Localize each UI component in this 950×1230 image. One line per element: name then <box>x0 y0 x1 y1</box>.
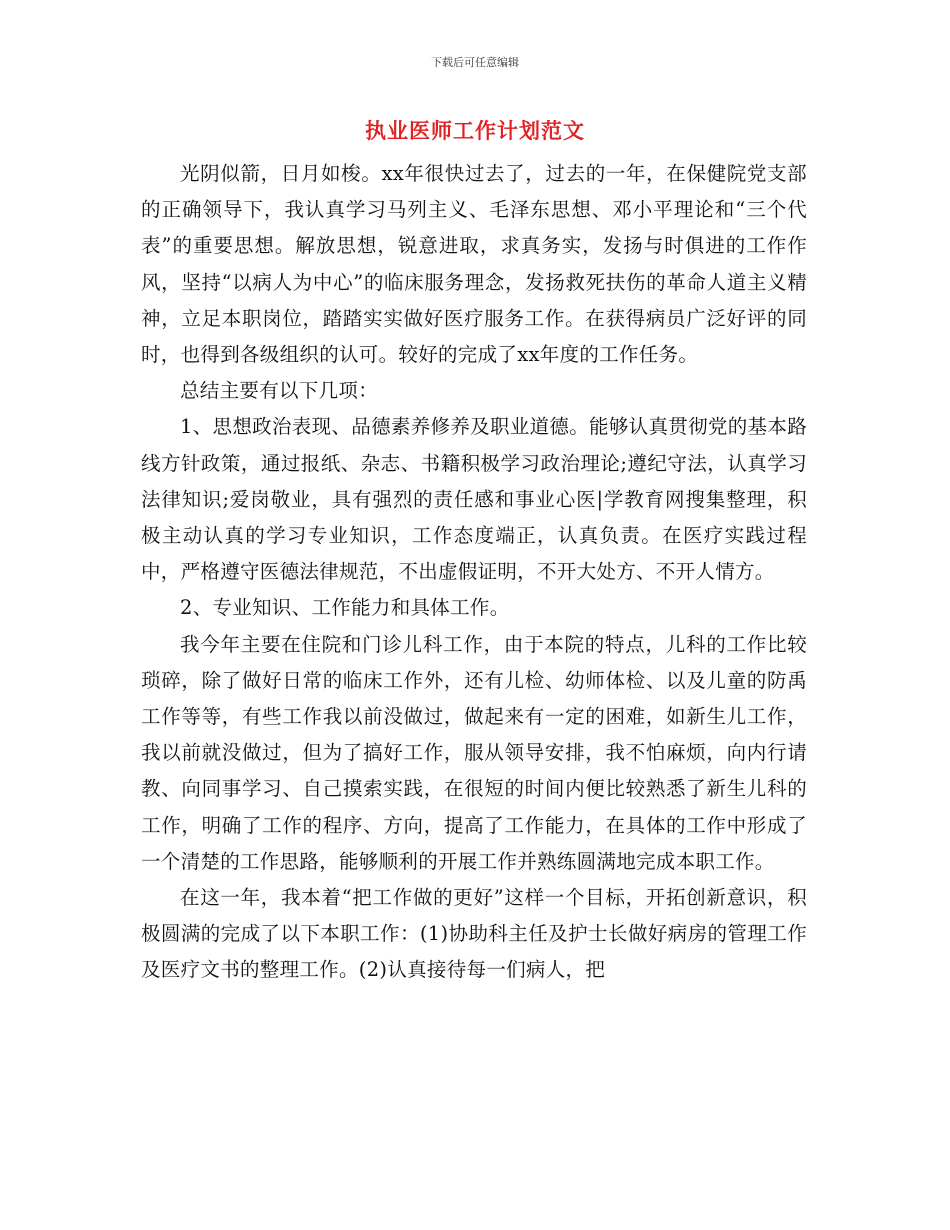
header-note: 下载后可任意编辑 <box>431 56 519 69</box>
document-body <box>141 156 807 989</box>
document-title: 执业医师工作计划范文 <box>365 119 585 143</box>
paragraph-intro: 光阴似箭，日月如梭。xx年很快过去了，过去的一年，在保健院党支部的正确领导下，我认真学习马列主义、毛泽东思想、邓小平理论和“三个代表”的重要思想。解放思想，锐意进取，求真务实，发扬与时俱进的工作作风，坚持“以病人为中心”的临床服务理念，发扬救死扶伤的革命人道主义精神，立足本职岗位，踏踏实实做好医疗服务工作。在获得病员广泛好评的同时，也得到各级组织的认可。较好的完成了xx年度的工作任务。 <box>141 162 807 367</box>
paragraph-pediatrics-work: 我今年主要在住院和门诊儿科工作，由于本院的特点，儿科的工作比较琐碎，除了做好日常的临床工作外，还有儿检、幼师体检、以及儿童的防禹工作等等，有些工作我以前没做过，做起来有一定的困难，如新生儿工作，我以前就没做过，但为了搞好工作，服从领导安排，我不怕麻烦，向内行请教、向同事学习、自己摸索实践，在很短的时间内便比较熟悉了新生儿科的工作，明确了工作的程序、方向，提高了工作能力，在具体的工作中形成了一个清楚的工作思路，能够顺利的开展工作并熟练圆满地完成本职工作。 <box>141 632 807 873</box>
paragraph-duties: 在这一年，我本着“把工作做的更好”这样一个目标，开拓创新意识，积极圆满的完成了以下本职工作：(1)协助科主任及护士长做好病房的管理工作及医疗文书的整理工作。(2)认真接待每一们病人，把 <box>141 886 807 982</box>
paragraph-item-1: 1、思想政治表现、品德素养修养及职业道德。能够认真贯彻党的基本路线方针政策，通过报纸、杂志、书籍积极学习政治理论;遵纪守法，认真学习法律知识;爱岗敬业，具有强烈的责任感和事业心医|学教育网搜集整理，积极主动认真的学习专业知识，工作态度端正，认真负责。在医疗实践过程中，严格遵守医德法律规范，不出虚假证明，不开大处方、不开人情方。 <box>141 415 807 584</box>
paragraph-item-2-heading: 2、专业知识、工作能力和具体工作。 <box>180 596 510 620</box>
paragraph-summary-lead: 总结主要有以下几项： <box>180 379 379 403</box>
